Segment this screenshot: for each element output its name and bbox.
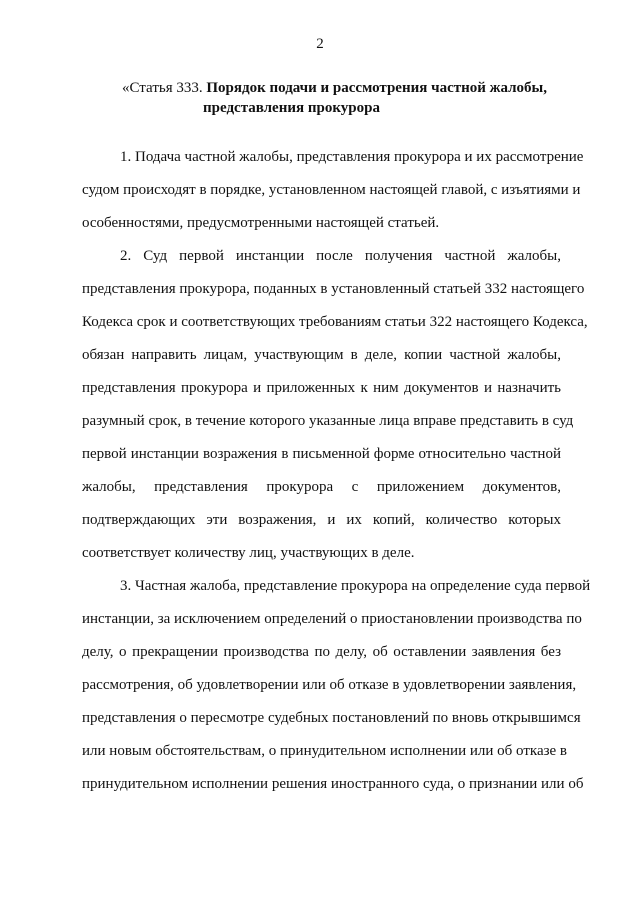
page-number: 2 — [316, 36, 324, 52]
paragraph-3-line-4: рассмотрения, об удовлетворении или об отказе в удовлетворении заявления, — [82, 677, 577, 693]
paragraph-2-line-6: разумный срок, в течение которого указанные лица вправе представить в суд — [82, 413, 574, 429]
paragraph-2-line-3: Кодекса срок и соответствующих требованиям статьи 322 настоящего Кодекса, — [82, 314, 588, 330]
article-number: «Статья 333. — [122, 80, 203, 96]
paragraph-3-line-1: 3. Частная жалоба, представление прокурора на определение суда первой — [120, 578, 591, 594]
paragraph-1-line-2: судом происходят в порядке, установленном настоящей главой, с изъятиями и — [82, 182, 581, 198]
paragraph-2-line-9: подтверждающих эти возражения, и их копий, количество которых — [82, 512, 561, 528]
paragraph-3-line-5: представления о пересмотре судебных постановлений по вновь открывшимся — [82, 710, 581, 726]
paragraph-3-line-2: инстанции, за исключением определений о приостановлении производства по — [82, 611, 582, 627]
paragraph-2-line-2: представления прокурора, поданных в установленный статьей 332 настоящего — [82, 281, 585, 297]
article-heading — [122, 78, 547, 118]
paragraph-2-line-4: обязан направить лицам, участвующим в деле, копии частной жалобы, — [82, 347, 561, 363]
paragraph-2-line-7: первой инстанции возражения в письменной форме относительно частной — [82, 446, 561, 462]
paragraph-3-line-3: делу, о прекращении производства по делу, об оставлении заявления без — [82, 644, 561, 660]
article-title-line-1: Порядок подачи и рассмотрения частной жалобы, — [206, 80, 548, 96]
paragraph-3-line-7: принудительном исполнении решения иностранного суда, о признании или об — [82, 776, 584, 792]
paragraph-3-line-6: или новым обстоятельствам, о принудительном исполнении или об отказе в — [82, 743, 568, 759]
article-title-line-2: представления прокурора — [203, 100, 380, 116]
paragraph-2-line-1: 2. Суд первой инстанции после получения частной жалобы, — [120, 248, 561, 264]
paragraph-1-line-3: особенностями, предусмотренными настоящей статьей. — [82, 215, 440, 231]
paragraph-2-line-8: жалобы, представления прокурора с приложением документов, — [82, 479, 561, 495]
paragraph-2-line-10: соответствует количеству лиц, участвующих в деле. — [82, 545, 415, 561]
paragraph-2-line-5: представления прокурора и приложенных к ним документов и назначить — [82, 380, 561, 396]
paragraph-1-line-1: 1. Подача частной жалобы, представления прокурора и их рассмотрение — [120, 149, 584, 165]
